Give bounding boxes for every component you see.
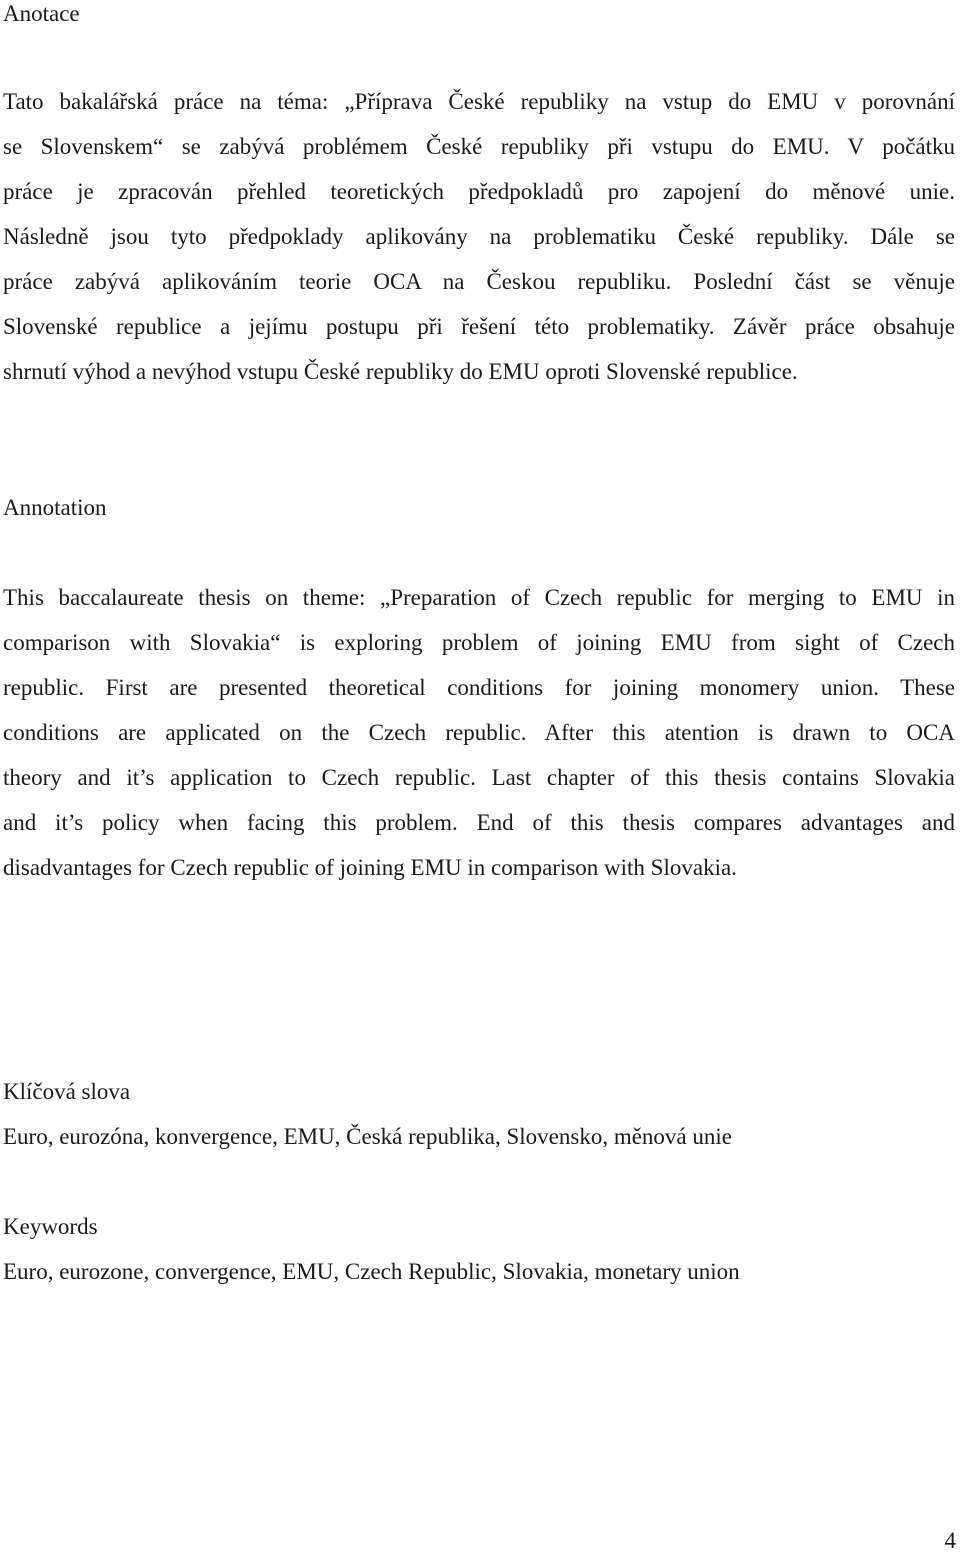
annotation-line: This baccalaureate thesis on theme: „Preparation of Czech republic for merging to EMU in — [3, 585, 955, 610]
anotace-line: práce zabývá aplikováním teorie OCA na Českou republiku. Poslední část se věnuje — [3, 269, 955, 294]
annotation-line: conditions are applicated on the Czech republic. After this atention is drawn to OCA — [3, 720, 955, 745]
annotation-paragraph — [3, 575, 955, 890]
anotace-line: Tato bakalářská práce na téma: „Příprava České republiky na vstup do EMU v porovnání — [3, 89, 955, 114]
anotace-line: práce je zpracován přehled teoretických předpokladů pro zapojení do měnové unie. — [3, 179, 955, 204]
annotation-line: theory and it’s application to Czech republic. Last chapter of this thesis contains Slovakia — [3, 765, 955, 790]
anotace-line: Následně jsou tyto předpoklady aplikovány na problematiku České republiky. Dále se — [3, 224, 955, 249]
annotation-line: comparison with Slovakia“ is exploring problem of joining EMU from sight of Czech — [3, 630, 955, 655]
klicova-slova-text: Euro, eurozóna, konvergence, EMU, Česká republika, Slovensko, měnová unie — [3, 1124, 732, 1149]
klicova-slova-heading: Klíčová slova — [3, 1079, 131, 1104]
anotace-heading: Anotace — [3, 1, 80, 26]
annotation-line: republic. First are presented theoretical conditions for joining monomery union. These — [3, 675, 955, 700]
keywords-text: Euro, eurozone, convergence, EMU, Czech Republic, Slovakia, monetary union — [3, 1259, 740, 1284]
anotace-line: se Slovenskem“ se zabývá problémem České republiky při vstupu do EMU. V počátku — [3, 134, 955, 159]
anotace-line: shrnutí výhod a nevýhod vstupu České republiky do EMU oproti Slovenské republice. — [3, 359, 798, 384]
anotace-line: Slovenské republice a jejímu postupu při řešení této problematiky. Závěr práce obsahuje — [3, 314, 955, 339]
page-number: 4 — [944, 1528, 956, 1553]
annotation-line: disadvantages for Czech republic of joining EMU in comparison with Slovakia. — [3, 855, 737, 880]
annotation-heading: Annotation — [3, 495, 107, 520]
anotace-paragraph — [3, 79, 955, 394]
keywords-heading: Keywords — [3, 1214, 98, 1239]
annotation-line: and it’s policy when facing this problem. End of this thesis compares advantages and — [3, 810, 955, 835]
